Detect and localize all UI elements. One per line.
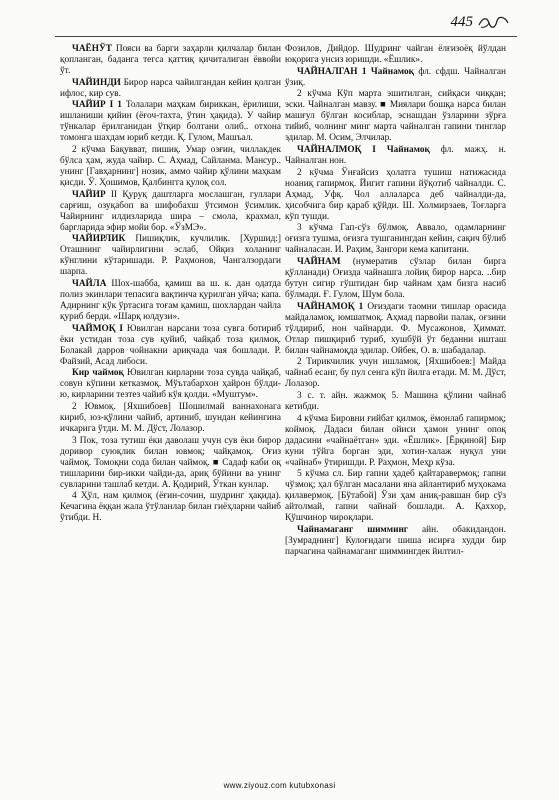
dictionary-entry: [285, 89, 506, 144]
entry-headword: ЧАЙМОҚ I: [72, 323, 124, 334]
entry-text: 2 кўчма Кўп марта эшитилган, сийқаси чиққан; эски. Чайналган мавзу. ■ Миялари бошқа нарса билан машғул бўлган косиблар, эснашдан ўзларини зўрға тийиб, чолнинг минг марта чайналган гапини тинглар эдилар. М. Осим, Элчилар.: [285, 89, 506, 144]
entry-headword: ЧАЁНЎТ: [72, 44, 112, 54]
dictionary-entry: [285, 391, 506, 413]
dictionary-entry: [60, 234, 281, 278]
footer-url: www.ziyouz.com kutubxonasi: [223, 781, 336, 790]
entry-text: фл. мажҳ. н. Чайналган нон.: [285, 144, 506, 166]
entry-headword: ЧАЙНАЛМОҚ I Чайнамоқ: [297, 144, 430, 155]
dictionary-entry: [285, 302, 506, 357]
entry-text: 3 Пок, тоза тутиш ёки даволаш учун сув ёки бирор доривор суюқлик билан ювмоқ; чайқамоқ. Оғиз чаймоқ. Томоқни сода билан чаймоқ. ■ Садаф каби оқ тишларини бир-икки чайди-да, ариқ бўйини ва унинг сувларини ташлаб кетди. А. Қодирий, Ўткан кунлар.: [60, 435, 281, 490]
dictionary-entry: [285, 357, 506, 390]
entry-text: 3 с. т. айн. жажмоқ 5. Машина қўлини чайнаб кетибди.: [285, 390, 506, 412]
entry-text: 4 Ҳўл, нам қилмоқ (ёғин-сочин, шудринг ҳақида). Кечагина ёққан жала ўтўланлар билан гиёҳларни чайиб ўтибди. Н.: [60, 491, 281, 524]
entry-headword: ЧАЙНАМОҚ 1: [297, 301, 364, 312]
dictionary-entry: [60, 402, 281, 435]
entry-text: Оғиздаги таомни тишлар орасида майдаламоқ, юмшатмоқ. Аҳмад парвойи палак, оғзини тўлдириб, нон чайнарди. Ф. Мусажонов, Ҳиммат. Отлар пишқириб туриб, хушбўй ўт беданни ишташ билан чайнамоқда эдилар. Ойбек, О. в. шабадалар.: [285, 301, 506, 356]
page-number: 445: [450, 14, 473, 30]
entry-headword: ЧАЙНАМ: [297, 256, 341, 267]
entry-headword: Чайнамаганг шимминг: [297, 525, 409, 536]
entry-headword: ЧАЙИР: [72, 189, 106, 200]
dictionary-entry: [60, 78, 281, 100]
entry-text: айн. обакидандон. [Зумраднинг] Кулоғидаги шиша исирға худди бир парчагина чайнамаганг шиммингдек йилтил-: [285, 525, 506, 558]
entry-text: Шох-шабба, қамиш ва ш. к. дан одатда полиз экинлари тепасига вақтинча қурилган уйча; капа. Адирнинг кўк ўртасига тоғам қамиш, шохлардан чайла қуриб берди. «Шарқ юлдузи».: [60, 278, 281, 323]
page-header: [451, 14, 512, 31]
dictionary-entry: [285, 223, 506, 256]
dictionary-entry: [60, 324, 281, 368]
entry-text: (нумератив сўзлар билан бирга қўлланади) Оғизда чайнашга лойиқ бирор нарса. ..бир бутун сигир гўштидан бир чайнам ҳам бизга насиб бўлмади. Ғ. Гулом, Шум бола.: [285, 256, 506, 301]
entry-text: 2 кўчма Бақувват, пишиқ. Умар озғин, чиллакдек бўлса ҳам, жуда чайир. С. Аҳмад, Сайланма. Мансур.. унинг [Гавҳарнинг] нозик, аммо чайир қўлини маҳкам қисди. Ў. Ҳошимов, Қалбингга қулоқ сол.: [60, 144, 281, 189]
ornament-icon: [477, 15, 511, 31]
dictionary-entry: [285, 257, 506, 301]
left-column: [60, 44, 281, 525]
entry-text: 5 кўчма сл. Бир гапни ҳадеб қайтаравермоқ; гапни чўзмоқ; ҳал бўлган масалани яна айлантириб муҳокама қилавермоқ. [Бўтабой] Ўзи ҳам аниқ-равшан бир сўз айтолмай, гапни чайнай бошлади. А. Қаххор, Қўшчинор чироқлари.: [285, 469, 506, 524]
dictionary-entry: [60, 190, 281, 234]
entry-headword: Кир чаймоқ: [72, 368, 124, 379]
dictionary-entry: [60, 491, 281, 524]
entry-text: Фозилов, Дийдор. Шудринг чайган ёлғизоёқ йўлдан юқорига унсиз юришди. «Ёшлик».: [285, 44, 506, 66]
entry-text: Ювилган кирларни тоза сувда чайқаб, совун кўпини кетказмоқ. Мўътабархон ҳайрон бўлди-ю, кирларини тезтез чайиб кўя қолди. «Муштум».: [60, 368, 282, 401]
dictionary-entry: [285, 44, 506, 66]
entry-text: Пишиқлик, кучлилик. [Хуршид:] Оташнинг чайирлигини эслаб, Ойқиз холанинг кўнглини кўтаришади. Р. Раҳмонов, Чангалзордаги шарпа.: [60, 234, 281, 278]
entry-headword: ЧАЙИРЛИК: [72, 234, 126, 245]
entry-text: 4 кўчма Бировни ғийбат қилмоқ, ёмонлаб гапирмоқ; коймоқ. Дадаси билан ойиси ҳамон унинг опоқ дадасини «чайнаётган» эди. «Ёшлик». [Ёрқиной] Бир куни тўйга борган эди, хотин-халаж нуқул уни «чайнаб» ўтиришди. Р. Раҳмон, Меҳр кўза.: [285, 413, 506, 468]
dictionary-entry: [60, 100, 281, 144]
entry-text: II Қуруқ даштларга мослашган, гуллари сарғиш, озуқабоп ва шифобахш ўтсимон ўсимлик. Чайирнинг илдизларида шира – смола, крахмал, баргларида эфир мойи бор. «ЎзМЭ».: [60, 189, 281, 233]
entry-text: Толалари маҳкам бириккан, ёрилиши, ишланиши қийин (ёғоч-тахта, ўтин ҳақида). У чайир тўнкалар ёрилганидан ўтқир болтани олиб.. отхона томонга шахдам юриб кетди. Қ. Гулом, Машъал.: [60, 100, 282, 144]
dictionary-entry: [60, 368, 281, 401]
dictionary-entry: [60, 436, 281, 491]
dictionary-entry: [285, 414, 506, 469]
entry-text: 3 кўчма Гап-сўз бўлмоқ. Аввало, одамларнинг оғизга тушма, оғизга тушганингдан кейин, сақич бўлиб чайналасан. И. Раҳим, Зангори кема капитани.: [285, 223, 506, 256]
entry-text: 2 кўчма Ўнғайсиз ҳолатга тушиш натижасида ноаниқ гапирмоқ. Йигит гапини йўқотиб чайналди. С. Аҳмад, Уфқ. Чол аллаларса деб чайналди-да, ҳисобчига бир қараб қўйди. Ш. Холмирзаев, Тоғларга кўп тушди.: [285, 167, 506, 222]
entry-headword: ЧАЙИНДИ: [72, 77, 121, 88]
dictionary-entry: [285, 145, 506, 167]
entry-text: 2 Ювмоқ. [Яхшибоев] Шошилмай ваннахонага кириб, юз-қўлини чайиб, артиниб, шундан кейингина ичкарига ўтди. М. М. Дўст, Лолазор.: [60, 402, 281, 435]
dictionary-entry: [60, 145, 281, 189]
entry-headword: ЧАЙЛА: [72, 278, 107, 289]
entry-text: Бирор нарса чайилгандан кейин қолган ифлос, кир сув.: [60, 77, 281, 99]
dictionary-entry: [60, 44, 281, 77]
entry-headword: ЧАЙИР I 1: [72, 100, 122, 111]
header-rule: [55, 36, 517, 37]
dictionary-entry: [285, 469, 506, 524]
entry-text: фл. сфдш. Чайналган ўзиқ.: [285, 66, 506, 88]
dictionary-entry: [285, 67, 506, 89]
dictionary-entry: [285, 525, 506, 558]
entry-headword: ЧАЙНАЛГАН 1 Чайнамоқ: [297, 66, 414, 77]
right-column: [285, 44, 506, 559]
entry-text: Пояси ва барги заҳарли қилчалар билан қопланган, баданга тегса қаттиқ қичиталиган ёввойи ўт.: [60, 44, 281, 77]
dictionary-entry: [285, 168, 506, 223]
dictionary-entry: [60, 279, 281, 323]
entry-text: 2 Тирикчилик учун ишламоқ. [Яхшибоев:] Майда чайнаб есанг, бу пул сенга кўп йилга етади. М. М. Дўст, Лолазор.: [285, 357, 506, 390]
entry-text: Ювилган нарсани тоза сувга ботириб ёки устидан тоза сув қуйиб, чайқаб тоза қилмоқ. Болакай дарров чойнакни ариқчада чая бошлади. Р. Файзий, Асад либоси.: [60, 323, 281, 367]
